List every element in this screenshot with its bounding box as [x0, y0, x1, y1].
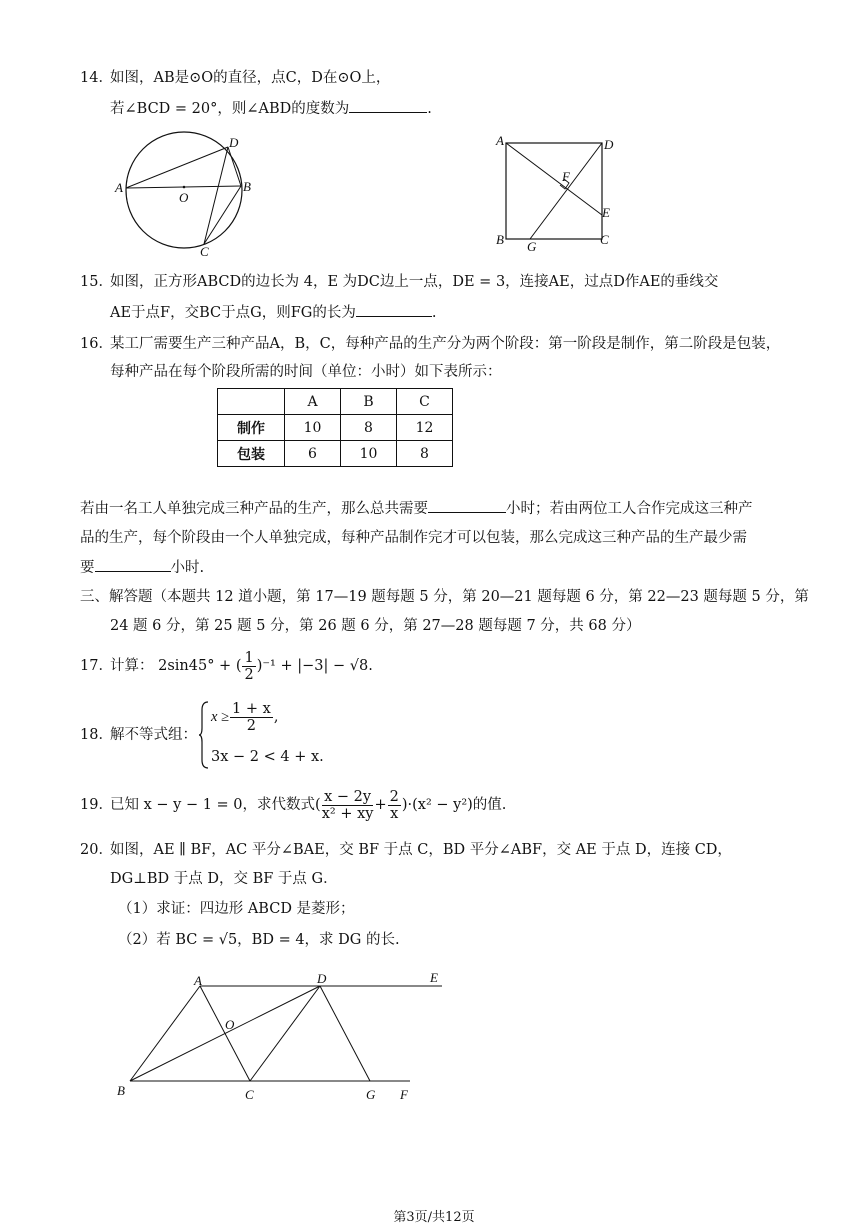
label-o: O	[225, 1017, 235, 1032]
label-a: A	[194, 973, 202, 988]
q16-text-line3	[80, 498, 753, 519]
label-b: B	[243, 179, 251, 194]
q19-suffix: ·(x² − y²)的值.	[407, 797, 507, 813]
q17-number: 17．	[80, 658, 113, 674]
table-row	[218, 415, 453, 441]
q16-answer-blank-2	[95, 557, 171, 572]
q19-expression: 已知 x − y − 1 = 0，求代数式( $\frac{x - 2y}{\text{x² + xy}}$ + $\frac{2}{x}$ )·(x² − y²)的值.	[110, 788, 507, 822]
segment-db	[228, 147, 241, 186]
segment-cb	[204, 186, 241, 244]
q17-fraction	[242, 650, 255, 683]
q16-part2-unit: 小时.	[170, 560, 205, 576]
q15-number: 15．	[80, 274, 113, 290]
q16-part2-prefix: 要	[80, 560, 95, 576]
q18-fraction	[230, 701, 273, 734]
q20-text-line2: DG⊥BD 于点 D，交 BF 于点 G．	[110, 871, 338, 887]
section-3-heading-line2: 24 题 6 分，第 25 题 5 分，第 26 题 6 分，第 27—28 题每题 7 分，共 68 分）	[110, 618, 641, 634]
table-header-cell: A	[285, 389, 341, 415]
table-row-label: 制作	[218, 415, 285, 441]
label-f: F	[562, 169, 570, 184]
q18-ineq1-left: x ≥	[211, 709, 230, 725]
q18-prefix: 解不等式组：	[110, 727, 197, 743]
q16-text-line1: 某工厂需要生产三种产品A，B，C，每种产品的生产分为两个阶段：第一阶段是制作，第二阶段是包装，	[110, 336, 781, 352]
q14-number: 14．	[80, 70, 113, 86]
q16-text-line5	[80, 557, 204, 578]
q14-text-line2	[110, 98, 432, 119]
q16-time-table	[217, 388, 453, 467]
q17-prefix: 计算：	[110, 658, 154, 674]
table-cell: 8	[397, 441, 453, 467]
q20-subquestion-2: （2）若 BC = √5，BD = 4，求 DG 的长.	[118, 932, 400, 948]
left-brace-icon	[198, 700, 210, 770]
table-cell: 12	[397, 415, 453, 441]
fraction-denominator: 2	[246, 717, 257, 734]
table-cell: 8	[341, 415, 397, 441]
label-d: D	[317, 971, 327, 986]
q19-prefix: 已知 x − y − 1 = 0，求代数式	[110, 797, 316, 813]
q17-expr-start: 2sin45° + (	[158, 658, 242, 674]
q15-text-line2	[110, 302, 436, 323]
q18-ineq1-comma: ,	[273, 709, 279, 725]
figure-14-circle	[110, 130, 260, 258]
label-c: C	[600, 232, 609, 247]
q15-period: .	[431, 305, 437, 321]
q18-number: 18．	[80, 727, 113, 743]
q18-inequality-1	[211, 700, 278, 734]
segment-dg	[320, 986, 370, 1081]
q20-text-line1: 如图，AE ∥ BF，AC 平分∠BAE，交 BF 于点 C，BD 平分∠ABF，交 AE 于点 D，连接 CD，	[110, 842, 732, 858]
q15-text-line1: 如图，正方形ABCD的边长为 4，E 为DC边上一点，DE = 3，连接AE，过点D作AE的垂线交	[110, 274, 719, 290]
q17-expression	[110, 648, 373, 684]
q15-question: AE于点F，交BC于点G，则FG的长为	[110, 305, 356, 321]
fraction-numerator: 1 + x	[232, 700, 271, 717]
figure-15-square	[490, 130, 620, 254]
table-row	[218, 441, 453, 467]
table-cell: 10	[285, 415, 341, 441]
fraction-denominator: 2	[244, 666, 254, 683]
q16-part2-start: 小时；若由两位工人合作完成这三种产	[506, 501, 753, 517]
table-header-row	[218, 389, 453, 415]
page-footer: 第3页/共12页	[393, 1210, 475, 1225]
fraction-numerator: 2	[389, 788, 399, 805]
table-corner-cell	[218, 389, 285, 415]
q19-fraction-2	[388, 789, 401, 822]
segment-dc	[204, 147, 228, 244]
table-header-cell: C	[397, 389, 453, 415]
label-o: O	[179, 190, 189, 205]
label-a: A	[115, 180, 123, 195]
segment-ad	[126, 147, 228, 188]
q19-number: 19．	[80, 797, 113, 813]
q14-text-line1: 如图，AB是⊙O的直径，点C，D在⊙O上，	[110, 70, 391, 86]
label-b: B	[496, 232, 504, 247]
table-row-label: 包装	[218, 441, 285, 467]
segment-ab	[130, 986, 200, 1081]
segment-cd	[250, 986, 320, 1081]
segment-dg	[530, 143, 602, 239]
q15-answer-blank	[356, 302, 432, 317]
q14-question: 若∠BCD = 20°，则∠ABD的度数为	[110, 101, 350, 117]
q16-part1-question: 若由一名工人单独完成三种产品的生产，那么总共需要	[80, 501, 428, 517]
center-point	[183, 186, 186, 189]
fraction-denominator: x² + xy	[321, 805, 374, 822]
label-d: D	[604, 137, 614, 152]
segment-ae	[506, 143, 602, 215]
label-d: D	[229, 135, 239, 150]
q19-fraction-1	[322, 789, 374, 822]
segment-bd	[130, 986, 320, 1081]
label-e: E	[430, 970, 438, 985]
q16-text-line2: 每种产品在每个阶段所需的时间（单位：小时）如下表所示：	[110, 364, 502, 380]
q14-answer-blank	[349, 98, 427, 113]
fraction-denominator: x	[390, 805, 399, 822]
q16-number: 16．	[80, 336, 113, 352]
label-g: G	[366, 1087, 376, 1102]
q17-expr-end: )⁻¹ + |−3| − √8.	[256, 658, 373, 674]
label-b: B	[117, 1083, 125, 1098]
label-g: G	[527, 239, 537, 254]
fraction-numerator: x − 2y	[322, 789, 374, 806]
q20-number: 20．	[80, 842, 113, 858]
q14-period: .	[427, 101, 432, 117]
label-c: C	[245, 1087, 254, 1102]
section-3-heading: 三、解答题（本题共 12 道小题，第 17—19 题每题 5 分，第 20—21 题每题 6 分，第 22—23 题每题 5 分，第	[80, 589, 809, 605]
table-cell: 10	[341, 441, 397, 467]
q19-plus: +	[374, 797, 387, 813]
label-e: E	[602, 205, 610, 220]
q20-subquestion-1: （1）求证：四边形 ABCD 是菱形；	[118, 901, 355, 917]
label-a: A	[496, 133, 504, 148]
figure-20-rhombus	[110, 965, 460, 1105]
q16-text-line4: 品的生产，每个阶段由一个人单独完成，每种产品制作完才可以包装，那么完成这三种产品的生产最少需	[80, 530, 747, 546]
q18-inequality-2: 3x − 2 < 4 + x.	[211, 749, 324, 765]
label-f: F	[400, 1087, 408, 1102]
square-abcd	[506, 143, 602, 239]
q16-answer-blank-1	[428, 498, 506, 513]
fraction-numerator: 1	[244, 649, 254, 666]
label-c: C	[200, 244, 209, 258]
table-header-cell: B	[341, 389, 397, 415]
table-cell: 6	[285, 441, 341, 467]
